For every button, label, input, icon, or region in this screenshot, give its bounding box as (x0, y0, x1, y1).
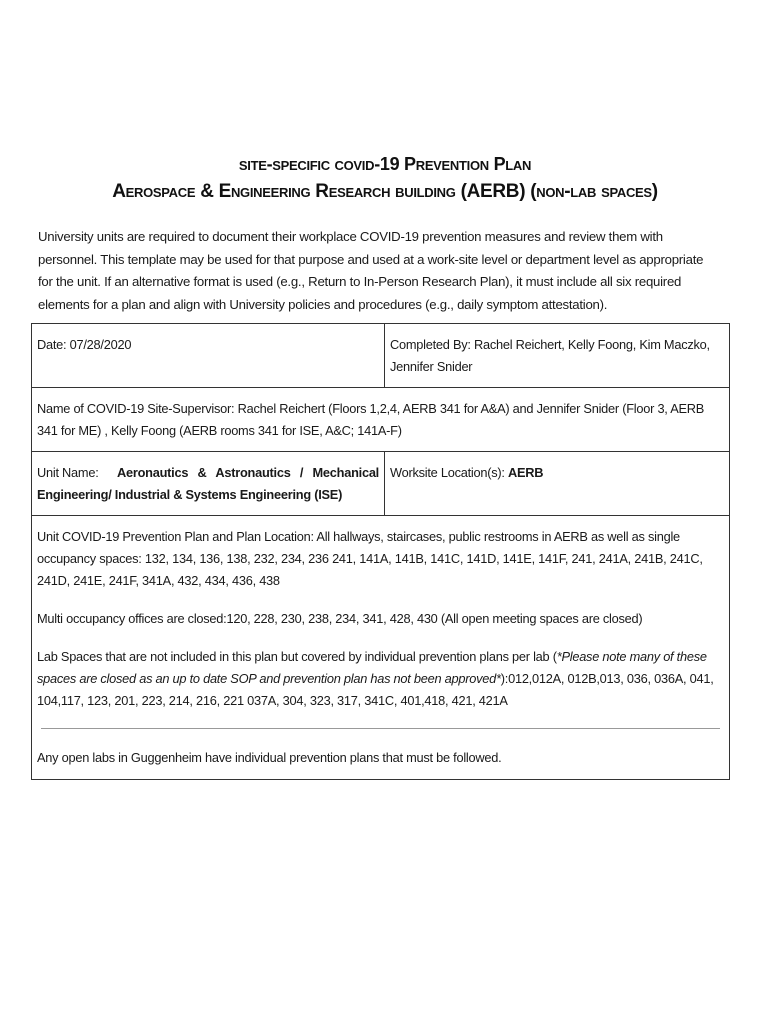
table-row (32, 452, 730, 516)
completed-by-text: Completed By: Rachel Reichert, Kelly Foong, Kim Maczko, Jennifer Snider (390, 337, 710, 374)
plan-details-cell (32, 516, 730, 780)
multi-occupancy-text: Multi occupancy offices are closed:120, 228, 230, 238, 234, 341, 428, 430 (All open meeting spaces are closed) (37, 611, 643, 626)
lab-spaces-text (37, 646, 724, 712)
document-title (0, 150, 770, 206)
table-row (32, 388, 730, 452)
divider (41, 728, 720, 729)
worksite-label: Worksite Location(s): (390, 465, 509, 480)
plan-location-text: Unit COVID-19 Prevention Plan and Plan Location: All hallways, staircases, public restrooms in AERB as well as single occupancy spaces: 132, 134, 136, 138, 232, 234, 236 241, 141A, 141B, 141C, 141D, 141E, 141F, 241, 241A, 241B, 241C, 241D, 241E, 241F, 341A, 432, 434, 436, 438 (37, 529, 703, 588)
date-cell (32, 324, 385, 388)
unit-name-cell (32, 452, 385, 516)
unit-name-label: Unit Name: (37, 465, 99, 480)
title-line-2: Aerospace & Engineering Research building (AERB) (non-lab spaces) (112, 181, 658, 202)
site-supervisor-text: Name of COVID-19 Site-Supervisor: Rachel Reichert (Floors 1,2,4, AERB 341 for A&A) and Jennifer Snider (Floor 3, AERB 341 for ME) , Kelly Foong (AERB rooms 341 for ISE, A&C; 141A-F) (37, 401, 705, 438)
unit-name-value: Aeronautics & Astronautics / Mechanical Engineering/ Industrial & Systems Engineering (ISE) (37, 465, 379, 502)
completed-by-cell (385, 324, 730, 388)
title-line-1: site-specific covid-19 Prevention Plan (238, 154, 532, 174)
lab-spaces-suffix: ):012,012A, 012B,013, 036, 036A, 041, 104,117, 123, 201, 223, 214, 216, 221 037A, 304, 323, 317, 341C, 401,418, 421, 421A (37, 671, 714, 708)
lab-spaces-prefix: Lab Spaces that are not included in this plan but covered by individual prevention plans per lab ( (37, 649, 557, 664)
worksite-cell (385, 452, 730, 516)
table-row (32, 516, 730, 780)
date-text: Date: 07/28/2020 (37, 337, 132, 352)
table-row (32, 324, 730, 388)
site-supervisor-cell (32, 388, 730, 452)
guggenheim-text: Any open labs in Guggenheim have individual prevention plans that must be followed. (37, 750, 502, 765)
plan-info-table (31, 323, 730, 780)
worksite-value: AERB (508, 465, 544, 480)
intro-paragraph: University units are required to document their workplace COVID-19 prevention measures and review them with personnel. This template may be used for that purpose and used at a work-site level or department level as appropriate for the unit. If an alternative format is used (e.g., Return to In-Person Research Plan), it must include all six required elements for a plan and align with University policies and procedures (e.g., daily symptom attestation). (38, 229, 704, 312)
lab-spaces-note: *Please note many of these spaces are closed as an up to date SOP and prevention plan has not been approved* (37, 649, 707, 686)
